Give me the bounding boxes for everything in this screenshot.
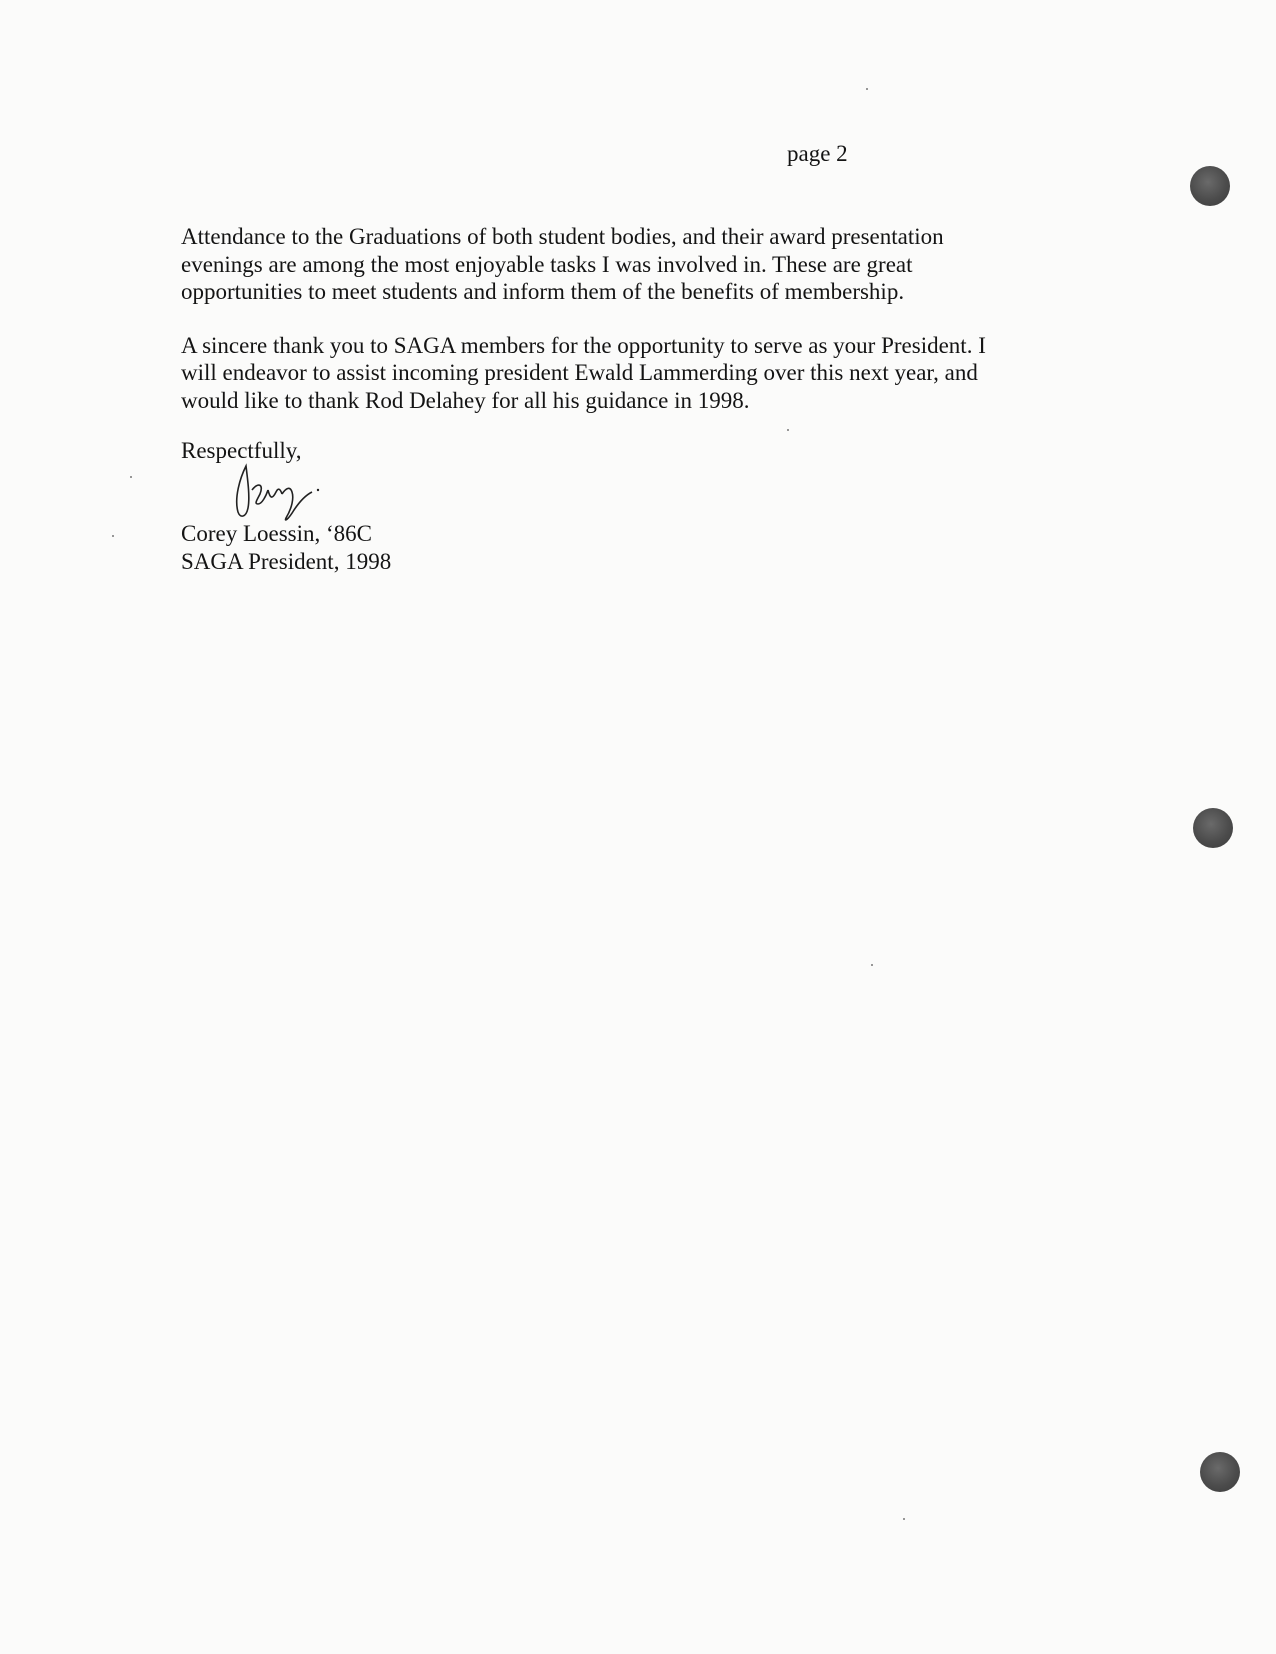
punch-hole-middle	[1193, 808, 1233, 848]
closing-salutation: Respectfully,	[181, 438, 302, 463]
signer-block	[181, 520, 391, 576]
body-line: would like to thank Rod Delahey for all his guidance in 1998.	[181, 387, 750, 413]
scan-speck	[871, 964, 873, 966]
signer-name: Corey Loessin, ‘86C	[181, 521, 373, 546]
paragraph-graduations	[181, 223, 1081, 306]
body-line: evenings are among the most enjoyable tasks I was involved in. These are great	[181, 251, 913, 277]
body-line: will endeavor to assist incoming president Ewald Lammerding over this next year, and	[181, 360, 978, 385]
body-line: opportunities to meet students and inform them of the benefits of membership.	[181, 279, 905, 304]
scan-speck	[112, 535, 114, 537]
scan-speck	[130, 476, 132, 478]
scan-speck	[866, 88, 868, 90]
signer-title: SAGA President, 1998	[181, 549, 392, 574]
paragraph-thank-you	[181, 332, 1081, 415]
letter-body	[181, 223, 1081, 440]
punch-hole-top	[1190, 166, 1230, 206]
body-line: A sincere thank you to SAGA members for the opportunity to serve as your President. I	[181, 332, 986, 358]
body-line: Attendance to the Graduations of both student bodies, and their award presentation	[181, 224, 944, 249]
page-number: page 2	[787, 141, 848, 166]
scan-speck	[787, 429, 789, 431]
punch-hole-bottom	[1200, 1452, 1240, 1492]
scan-speck	[903, 1518, 905, 1520]
